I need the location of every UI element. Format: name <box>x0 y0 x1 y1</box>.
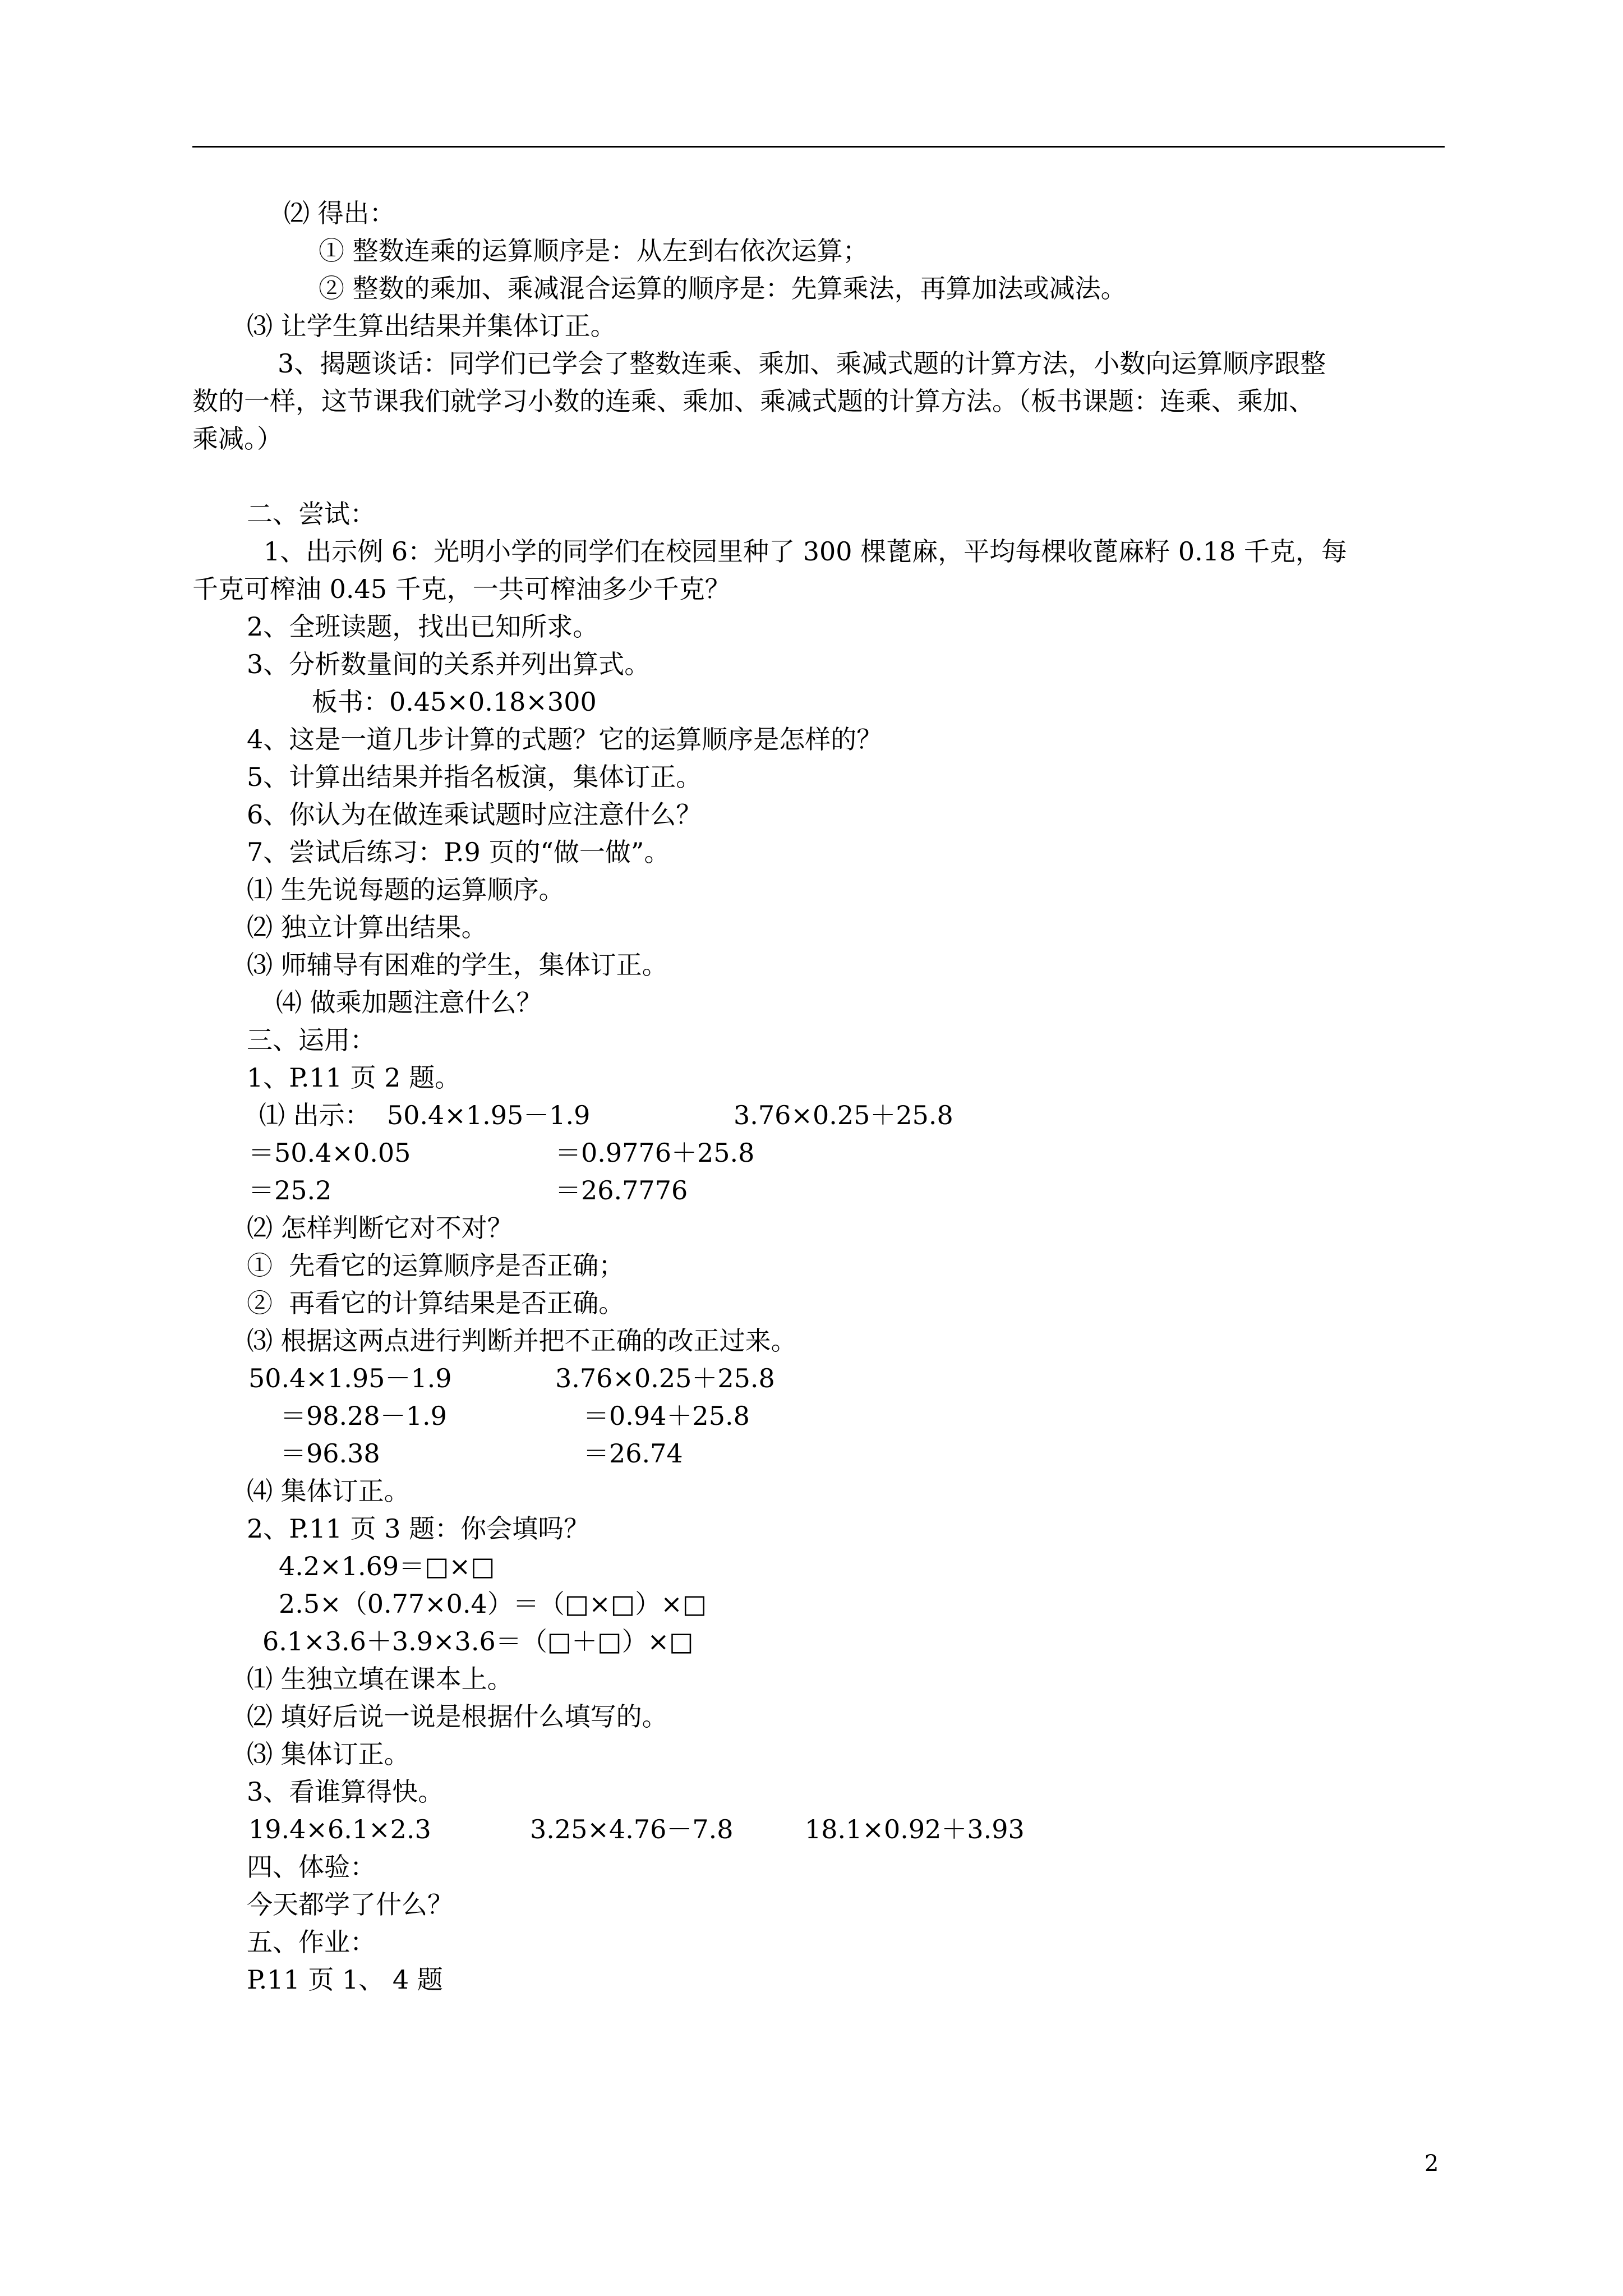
line-31: 50.4×1.95－1.9 <box>248 1363 452 1393</box>
line-29: ② 再看它的计算结果是否正确。 <box>247 1288 625 1318</box>
line-08: 二、尝试： <box>247 499 376 529</box>
line-12: 3、分析数量间的关系并列出算式。 <box>247 649 651 679</box>
line-34: ⑷ 集体订正。 <box>247 1476 410 1506</box>
line-36: 4.2×1.69＝□×□ <box>279 1551 495 1581</box>
line-32: ＝98.28－1.9 <box>280 1401 447 1431</box>
line-01: ⑵ 得出： <box>284 198 395 228</box>
line-13: 板书：0.45×0.18×300 <box>312 687 597 717</box>
line-31b: 3.76×0.25＋25.8 <box>555 1363 775 1393</box>
line-44: 四、体验： <box>247 1852 376 1882</box>
line-38: 6.1×3.6＋3.9×3.6＝（□＋□）×□ <box>262 1626 694 1657</box>
line-43c: 18.1×0.92＋3.93 <box>805 1814 1025 1844</box>
line-24: ⑴ 出示： 50.4×1.95－1.9 <box>259 1100 591 1130</box>
line-43: 19.4×6.1×2.3 <box>248 1814 431 1844</box>
line-07: 乘减。） <box>192 424 283 454</box>
line-09: 1、出示例 6：光明小学的同学们在校园里种了 300 棵蓖麻，平均每棵收蓖麻籽 0.18 千克，每 <box>264 536 1347 567</box>
line-25b: ＝0.9776＋25.8 <box>555 1138 755 1168</box>
line-30: ⑶ 根据这两点进行判断并把不正确的改正过来。 <box>247 1326 797 1356</box>
line-45: 今天都学了什么？ <box>247 1889 453 1920</box>
line-35: 2、P.11 页 3 题：你会填吗？ <box>247 1513 590 1544</box>
line-32b: ＝0.94＋25.8 <box>583 1401 750 1431</box>
line-41: ⑶ 集体订正。 <box>247 1739 410 1769</box>
line-25: ＝50.4×0.05 <box>248 1138 411 1168</box>
line-11: 2、全班读题，找出已知所求。 <box>247 611 599 642</box>
line-15: 5、计算出结果并指名板演，集体订正。 <box>247 762 702 792</box>
line-37: 2.5×（0.77×0.4）＝（□×□）×□ <box>279 1589 707 1619</box>
line-40: ⑵ 填好后说一说是根据什么填写的。 <box>247 1701 668 1732</box>
line-46: 五、作业： <box>247 1927 376 1957</box>
line-23: 1、P.11 页 2 题。 <box>247 1062 461 1093</box>
line-16: 6、你认为在做连乘试题时应注意什么？ <box>247 799 702 830</box>
line-24b: 3.76×0.25＋25.8 <box>734 1100 953 1130</box>
line-19: ⑵ 独立计算出结果。 <box>247 912 487 942</box>
line-10: 千克可榨油 0.45 千克，一共可榨油多少千克？ <box>192 574 731 604</box>
page-number: 2 <box>1424 2151 1439 2177</box>
line-28: ① 先看它的运算顺序是否正确； <box>247 1250 625 1281</box>
line-39: ⑴ 生独立填在课本上。 <box>247 1664 513 1694</box>
header-rule <box>192 146 1445 148</box>
line-33: ＝96.38 <box>280 1438 380 1469</box>
line-06: 数的一样，这节课我们就学习小数的连乘、乘加、乘减式题的计算方法。（板书课题：连乘、乘加、 <box>192 386 1315 416</box>
line-22: 三、运用： <box>247 1025 376 1055</box>
line-20: ⑶ 师辅导有困难的学生，集体订正。 <box>247 950 668 980</box>
line-26: ＝25.2 <box>248 1175 332 1205</box>
line-27: ⑵ 怎样判断它对不对？ <box>247 1213 513 1243</box>
line-04: ⑶ 让学生算出结果并集体订正。 <box>247 311 616 341</box>
line-33b: ＝26.74 <box>583 1438 683 1469</box>
line-14: 4、这是一道几步计算的式题？它的运算顺序是怎样的？ <box>247 724 883 754</box>
line-43b: 3.25×4.76－7.8 <box>530 1814 734 1844</box>
line-03: ② 整数的乘加、乘减混合运算的顺序是：先算乘法，再算加法或减法。 <box>319 273 1127 303</box>
line-02: ① 整数连乘的运算顺序是：从左到右依次运算； <box>319 236 869 266</box>
line-18: ⑴ 生先说每题的运算顺序。 <box>247 875 565 905</box>
line-47: P.11 页 1、 4 题 <box>247 1964 443 1995</box>
line-21: ⑷ 做乘加题注意什么？ <box>276 987 542 1018</box>
line-26b: ＝26.7776 <box>555 1175 688 1205</box>
line-05: 3、揭题谈话：同学们已学会了整数连乘、乘加、乘减式题的计算方法，小数向运算顺序跟整 <box>278 348 1326 379</box>
line-17: 7、尝试后练习：P.9 页的“做一做”。 <box>247 837 670 867</box>
line-42: 3、看谁算得快。 <box>247 1777 444 1807</box>
